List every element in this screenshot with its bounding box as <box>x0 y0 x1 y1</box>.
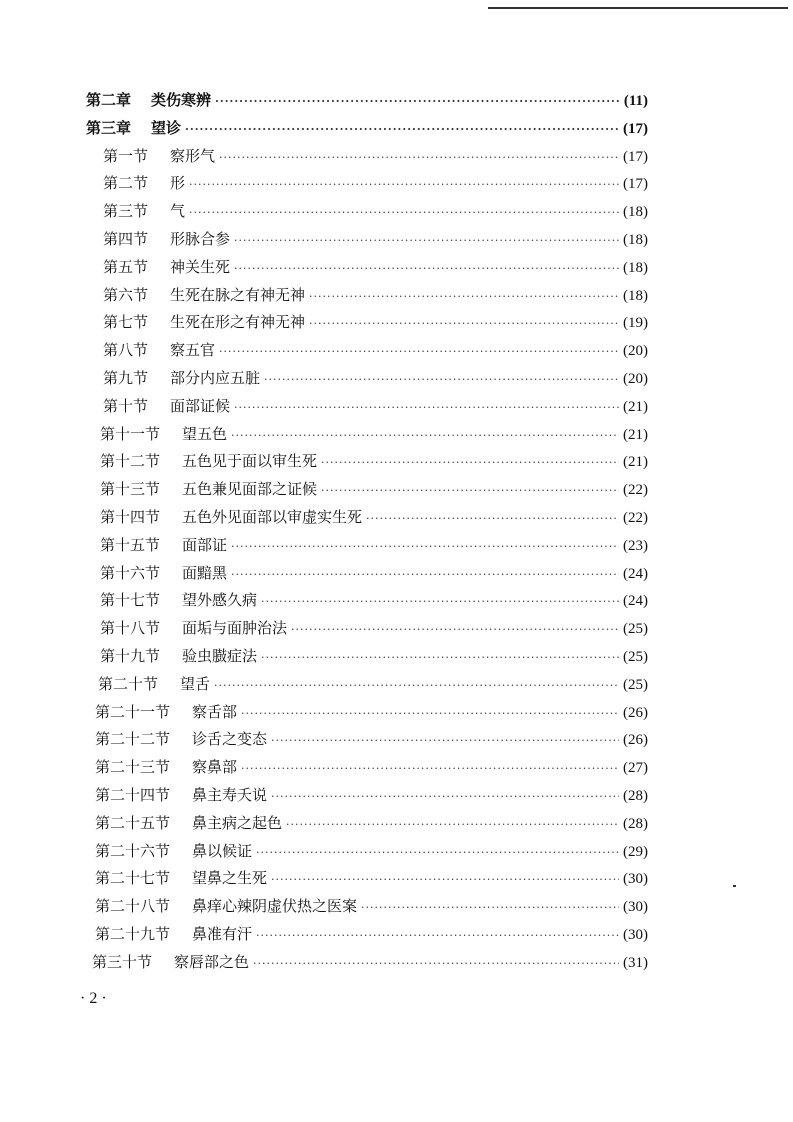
toc-entry-number: 第二十二节 <box>95 730 171 749</box>
dot-leader <box>291 618 619 642</box>
toc-entry-number: 第二十一节 <box>95 702 171 721</box>
dot-leader <box>271 868 619 892</box>
toc-entry-number: 第三节 <box>103 202 149 221</box>
toc-entry-number: 第二十三节 <box>95 758 171 777</box>
toc-entry-title: 察唇部之色 <box>174 952 250 971</box>
toc-entry-page: (28) <box>623 788 648 804</box>
page-number: · 2 · <box>80 990 107 1007</box>
toc-entry-title: 鼻准有汗 <box>192 925 253 943</box>
toc-section-entry[interactable] <box>103 394 648 418</box>
toc-entry-page: (17) <box>623 148 648 165</box>
dot-leader <box>231 424 619 448</box>
toc-entry-number: 第五节 <box>103 257 149 276</box>
toc-section-entry[interactable] <box>100 449 648 473</box>
toc-entry-number: 第六节 <box>103 285 149 304</box>
toc-section-entry[interactable] <box>98 672 648 696</box>
toc-entry-number: 第三章 <box>86 118 132 137</box>
toc-entry-title: 类伤寒辨 <box>151 91 212 109</box>
dot-leader <box>231 563 619 587</box>
toc-entry-number: 第十一节 <box>100 424 161 443</box>
dot-leader <box>361 896 619 920</box>
toc-entry-number: 第九节 <box>103 369 149 387</box>
toc-entry-page: (21) <box>623 426 648 443</box>
toc-entry-title: 望舌 <box>180 674 211 693</box>
toc-entry-number: 第十九节 <box>100 647 161 665</box>
toc-entry-title: 察舌部 <box>192 702 238 721</box>
dot-leader <box>234 229 619 253</box>
toc-entry-page: (18) <box>623 287 648 304</box>
dot-leader <box>261 590 619 614</box>
toc-entry-number: 第二十八节 <box>95 897 171 916</box>
toc-section-entry[interactable] <box>92 950 648 974</box>
toc-section-entry[interactable] <box>100 422 648 446</box>
dot-leader <box>241 757 619 781</box>
dot-leader <box>253 952 619 976</box>
toc-entry-page: (11) <box>623 93 648 109</box>
toc-entry-page: (23) <box>623 537 648 554</box>
toc-entry-number: 第十七节 <box>100 591 161 610</box>
toc-entry-number: 第四节 <box>103 230 149 248</box>
toc-entry-title: 形脉合参 <box>170 230 231 248</box>
dot-leader <box>366 507 619 531</box>
toc-entry-page: (17) <box>623 120 648 137</box>
toc-entry-page: (30) <box>623 871 648 888</box>
toc-section-entry[interactable] <box>103 283 648 307</box>
toc-entry-page: (28) <box>623 815 648 832</box>
toc-section-entry[interactable] <box>95 922 648 946</box>
toc-entry-page: (29) <box>623 843 648 860</box>
toc-entry-page: (22) <box>623 510 648 526</box>
toc-entry-number: 第二章 <box>86 91 132 109</box>
dot-leader <box>189 173 619 197</box>
toc-section-entry[interactable] <box>103 171 648 195</box>
toc-entry-title: 察形气 <box>170 146 216 165</box>
toc-section-entry[interactable] <box>95 866 648 890</box>
toc-entry-page: (17) <box>623 176 648 193</box>
toc-entry-number: 第二十节 <box>98 674 159 693</box>
toc-entry-number: 第二十九节 <box>95 925 171 943</box>
toc-entry-title: 面部证 <box>182 535 228 554</box>
dot-leader <box>264 368 619 392</box>
toc-section-entry[interactable] <box>103 144 648 168</box>
toc-section-entry[interactable] <box>103 199 648 223</box>
toc-section-entry[interactable] <box>95 700 648 724</box>
toc-entry-title: 望五色 <box>182 424 228 443</box>
toc-section-entry[interactable] <box>100 533 648 557</box>
toc-entry-number: 第一节 <box>103 146 149 165</box>
toc-entry-page: (18) <box>623 232 648 248</box>
toc-entry-number: 第三十节 <box>92 952 153 971</box>
toc-section-entry[interactable] <box>100 616 648 640</box>
toc-entry-title: 鼻主病之起色 <box>192 813 283 832</box>
toc-entry-page: (25) <box>623 621 648 638</box>
toc-entry-title: 气 <box>170 202 186 221</box>
toc-entry-title: 面部证候 <box>170 396 231 415</box>
dot-leader <box>309 312 619 336</box>
dot-leader <box>214 674 619 698</box>
toc-entry-title: 部分内应五脏 <box>170 369 261 387</box>
toc-entry-number: 第十三节 <box>100 480 161 499</box>
dot-leader <box>234 257 619 281</box>
toc-entry-page: (31) <box>623 954 648 971</box>
toc-entry-title: 鼻痒心辣阴虚伏热之医案 <box>192 897 358 916</box>
toc-section-entry[interactable] <box>103 255 648 279</box>
toc-entry-title: 面垢与面肿治法 <box>182 619 288 638</box>
toc-entry-title: 生死在脉之有神无神 <box>170 285 306 304</box>
dot-leader <box>231 535 619 559</box>
toc-entry-title: 五色外见面部以审虚实生死 <box>182 508 363 526</box>
toc-entry-number: 第二十六节 <box>95 841 171 860</box>
toc-entry-title: 望鼻之生死 <box>192 869 268 888</box>
toc-entry-number: 第十四节 <box>100 508 161 526</box>
toc-entry-page: (26) <box>623 704 648 721</box>
dot-leader <box>309 285 619 309</box>
toc-section-entry[interactable] <box>103 310 648 334</box>
toc-entry-title: 望外感久病 <box>182 591 258 610</box>
dot-leader <box>271 729 619 753</box>
toc-entry-number: 第二节 <box>103 174 149 193</box>
toc-section-entry[interactable] <box>100 561 648 585</box>
toc-section-entry[interactable] <box>100 505 648 529</box>
toc-entry-page: (22) <box>623 482 648 499</box>
dot-leader <box>256 924 619 948</box>
toc-entry-page: (24) <box>623 565 648 582</box>
toc-entry-page: (20) <box>623 343 648 360</box>
toc-section-entry[interactable] <box>95 811 648 835</box>
toc-section-entry[interactable] <box>100 477 648 501</box>
dot-leader <box>321 479 619 503</box>
toc-chapter-entry[interactable] <box>86 116 648 140</box>
dot-leader <box>241 702 619 726</box>
toc-entry-number: 第七节 <box>103 313 149 332</box>
dot-leader <box>189 201 619 225</box>
toc-entry-number: 第十节 <box>103 396 149 415</box>
toc-entry-page: (21) <box>623 454 648 471</box>
dot-leader <box>219 146 619 170</box>
dot-leader <box>321 451 619 475</box>
toc-entry-page: (24) <box>623 593 648 610</box>
toc-entry-number: 第八节 <box>103 341 149 360</box>
toc-section-entry[interactable] <box>95 755 648 779</box>
toc-section-entry[interactable] <box>103 366 648 390</box>
toc-section-entry[interactable] <box>103 338 648 362</box>
dot-leader <box>219 340 619 364</box>
toc-entry-page: (20) <box>623 371 648 387</box>
toc-entry-page: (18) <box>623 204 648 221</box>
toc-entry-title: 察五官 <box>170 341 216 360</box>
dot-leader <box>286 813 619 837</box>
toc-entry-number: 第二十五节 <box>95 813 171 832</box>
stray-mark <box>733 885 736 887</box>
toc-section-entry[interactable] <box>95 727 648 751</box>
toc-section-entry[interactable] <box>95 783 648 807</box>
toc-entry-title: 生死在形之有神无神 <box>170 313 306 332</box>
toc-entry-title: 诊舌之变态 <box>192 730 268 749</box>
dot-leader <box>261 646 619 670</box>
toc-entry-page: (18) <box>623 259 648 276</box>
dot-leader <box>256 841 619 865</box>
dot-leader <box>185 118 619 142</box>
toc-entry-number: 第十二节 <box>100 452 161 471</box>
toc-entry-title: 鼻以候证 <box>192 841 253 860</box>
toc-entry-page: (26) <box>623 732 648 749</box>
toc-entry-title: 五色兼见面部之证候 <box>182 480 318 499</box>
toc-entry-title: 鼻主寿夭说 <box>192 786 268 804</box>
toc-section-entry[interactable] <box>100 588 648 612</box>
toc-section-entry[interactable] <box>95 894 648 918</box>
toc-entry-title: 五色见于面以审生死 <box>182 452 318 471</box>
dot-leader <box>271 785 619 809</box>
toc-entry-title: 验虫臌症法 <box>182 647 258 665</box>
toc-entry-page: (27) <box>623 760 648 777</box>
toc-entry-page: (25) <box>623 649 648 665</box>
toc-entry-number: 第十六节 <box>100 563 161 582</box>
toc-chapter-entry[interactable] <box>86 88 648 112</box>
toc-entry-page: (25) <box>623 676 648 693</box>
dot-leader <box>234 396 619 420</box>
toc-entry-number: 第十五节 <box>100 535 161 554</box>
toc-entry-title: 察鼻部 <box>192 758 238 777</box>
toc-entry-title: 望诊 <box>151 118 182 137</box>
top-rule <box>488 7 788 9</box>
dot-leader <box>215 90 620 114</box>
toc-entry-page: (30) <box>623 927 648 943</box>
toc-entry-number: 第二十四节 <box>95 786 171 804</box>
toc-entry-title: 面黯黑 <box>182 563 228 582</box>
toc-section-entry[interactable] <box>95 839 648 863</box>
toc-section-entry[interactable] <box>100 644 648 668</box>
toc-entry-number: 第十八节 <box>100 619 161 638</box>
toc-entry-title: 神关生死 <box>170 257 231 276</box>
toc-entry-title: 形 <box>170 174 186 193</box>
toc-entry-page: (19) <box>623 315 648 332</box>
toc-entry-number: 第二十七节 <box>95 869 171 888</box>
toc-entry-page: (21) <box>623 398 648 415</box>
toc-entry-page: (30) <box>623 899 648 916</box>
toc-section-entry[interactable] <box>103 227 648 251</box>
